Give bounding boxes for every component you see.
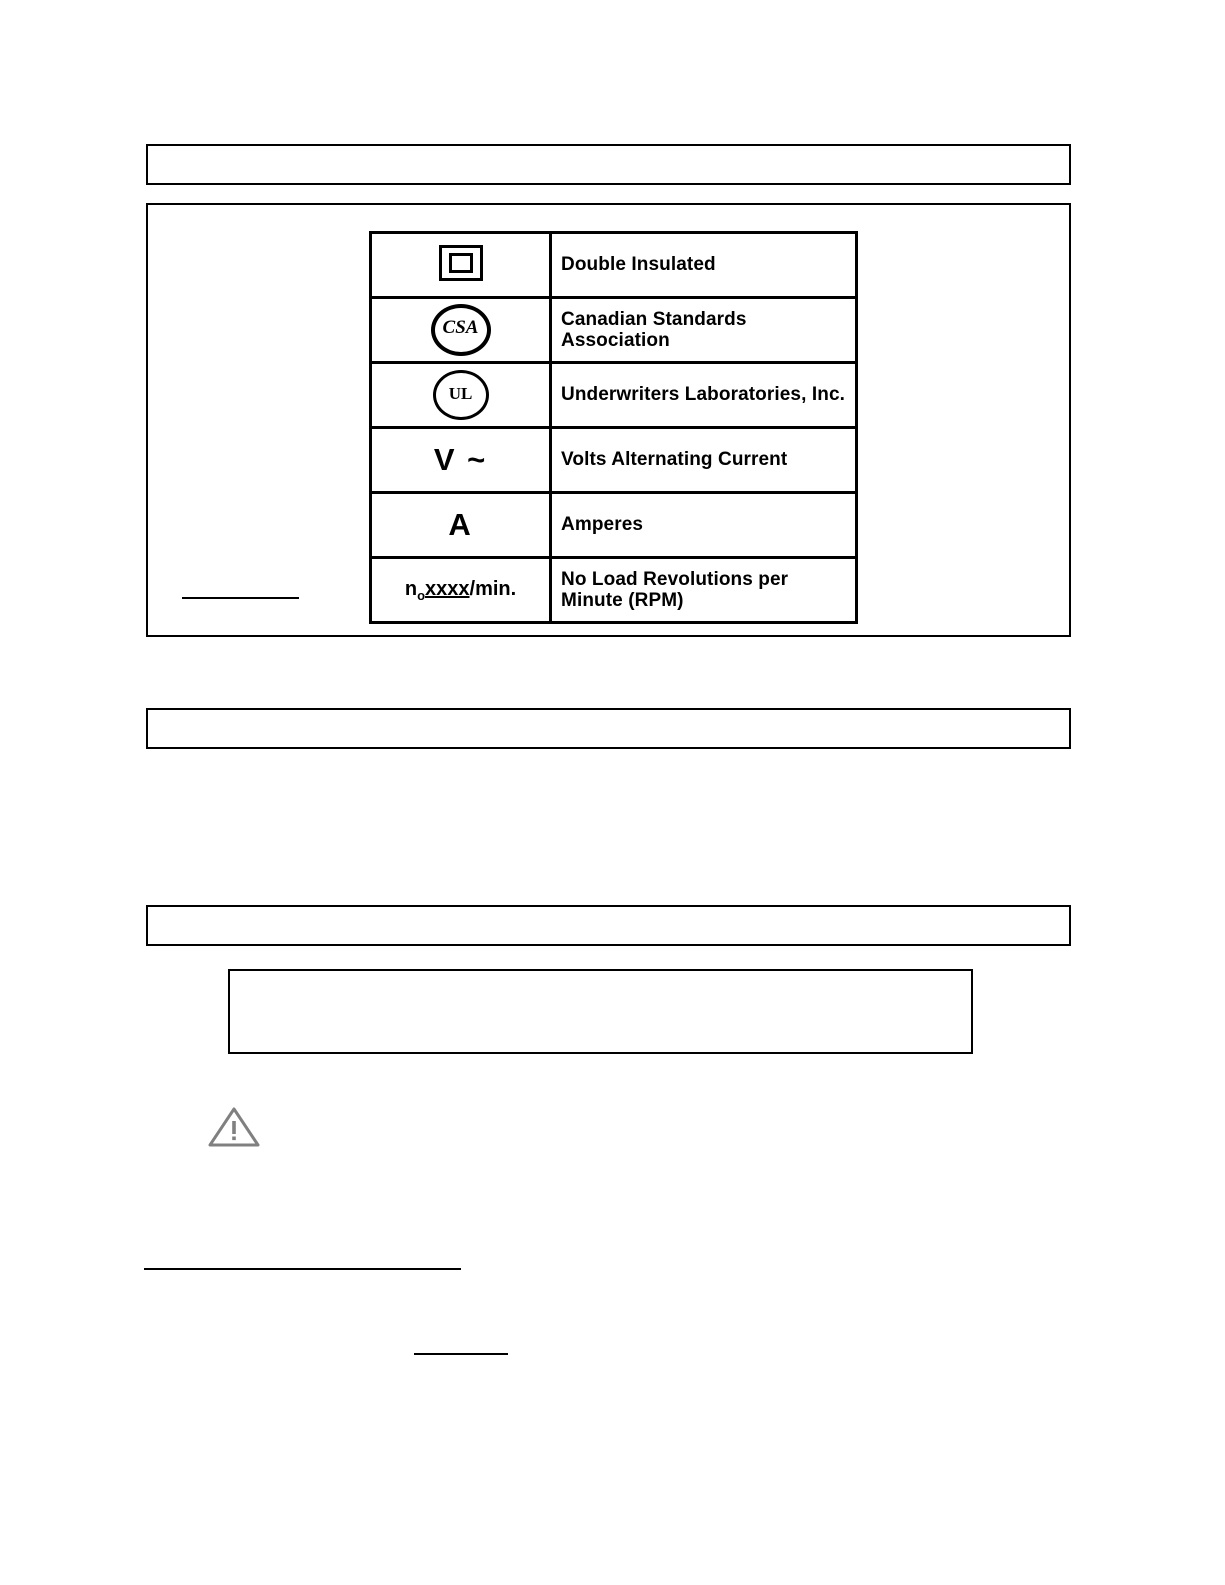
symbol-description: Canadian Standards Association [551, 298, 857, 363]
section-banner-symbols [146, 144, 1071, 185]
no-load-rpm-icon: $n_oxxxx/\min$. [371, 558, 551, 623]
section-banner-two-label [148, 710, 1069, 736]
table-row [371, 363, 857, 428]
panel-underline-artifact [182, 597, 299, 599]
note-box [228, 969, 973, 1054]
underline-rule-two [414, 1353, 508, 1355]
csa-icon [371, 298, 551, 363]
section-banner-two [146, 708, 1071, 749]
amperes-icon-text: A [448, 507, 473, 542]
table-row [371, 428, 857, 493]
symbol-description: Amperes [551, 493, 857, 558]
section-banner-symbols-label [148, 146, 1069, 172]
section-banner-three-label [148, 907, 1069, 933]
symbols-table [369, 231, 858, 624]
volts-ac-icon-text: V ~ [433, 442, 488, 477]
double-insulated-icon [371, 233, 551, 298]
symbol-description: Volts Alternating Current [551, 428, 857, 493]
table-row [371, 493, 857, 558]
table-row [371, 298, 857, 363]
symbol-description: No Load Revolutions per Minute (RPM) [551, 558, 857, 623]
symbols-panel [146, 203, 1071, 637]
ul-icon-text: UL [433, 370, 489, 420]
section-banner-three [146, 905, 1071, 946]
note-box-text [230, 971, 971, 983]
warning-triangle-icon [208, 1106, 260, 1148]
csa-icon-text: CSA [431, 304, 491, 356]
underline-rule-one [144, 1268, 461, 1270]
volts-ac-icon [371, 428, 551, 493]
table-row [371, 233, 857, 298]
table-row [371, 558, 857, 623]
ul-icon [371, 363, 551, 428]
symbol-description: Double Insulated [551, 233, 857, 298]
amperes-icon [371, 493, 551, 558]
symbol-description: Underwriters Laboratories, Inc. [551, 363, 857, 428]
